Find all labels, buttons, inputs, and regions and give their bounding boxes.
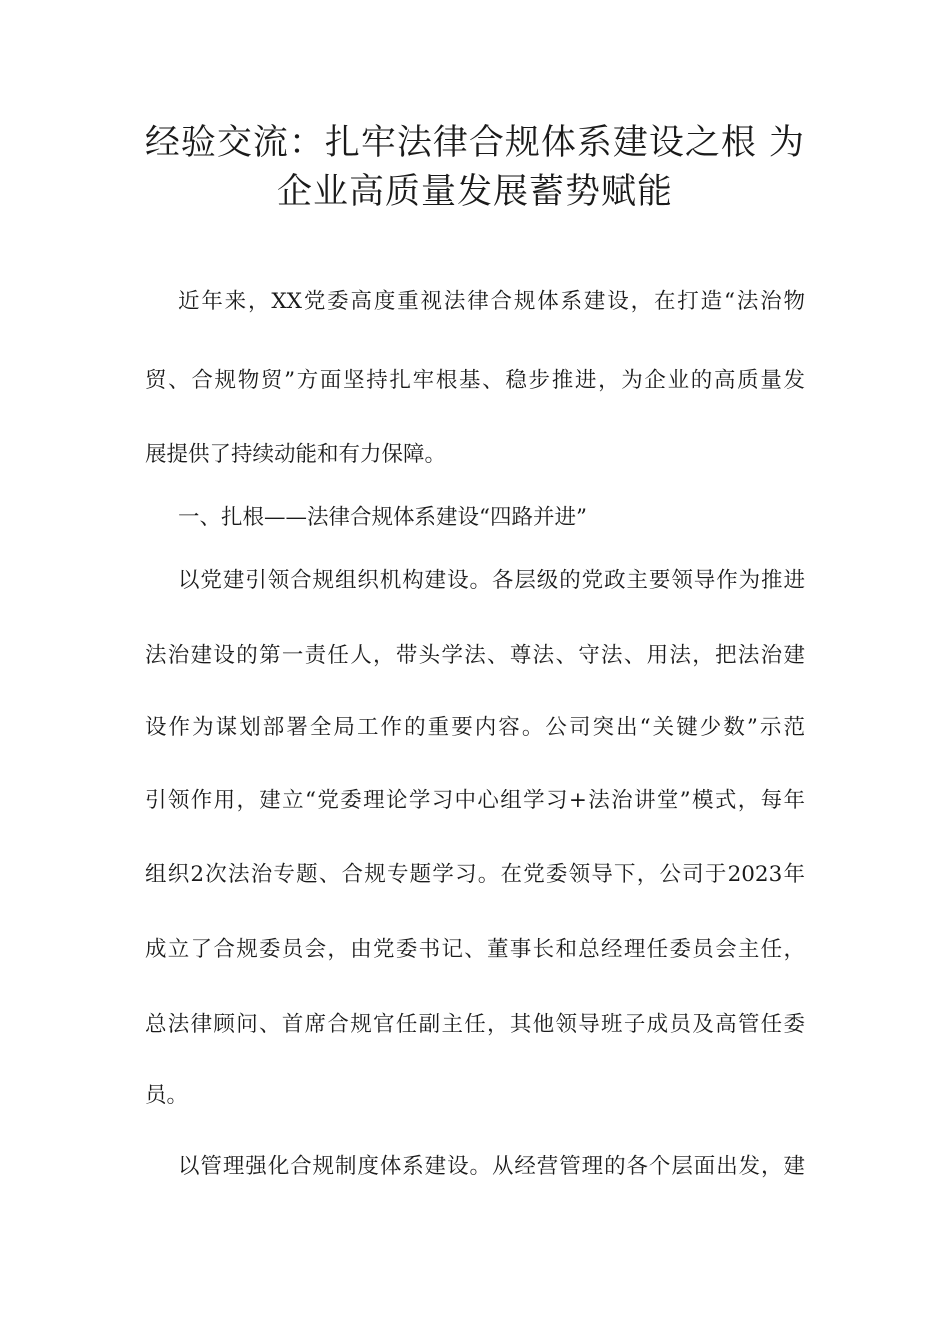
section-heading: 一、扎根——法律合规体系建设“四路并进”	[178, 505, 587, 530]
paragraph-line: 以管理强化合规制度体系建设。从经营管理的各个层面出发，建	[178, 1154, 805, 1179]
paragraph-line: 成立了合规委员会，由党委书记、董事长和总经理任委员会主任，	[145, 937, 805, 962]
paragraph-line: 组织2次法治专题、合规专题学习。在党委领导下，公司于2023年	[145, 862, 805, 887]
paragraph-line: 以党建引领合规组织机构建设。各层级的党政主要领导作为推进	[178, 568, 805, 593]
paragraph-line: 引领作用，建立“党委理论学习中心组学习+法治讲堂”模式，每年	[145, 788, 805, 813]
paragraph-line: 总法律顾问、首席合规官任副主任，其他领导班子成员及高管任委	[145, 1012, 805, 1037]
paragraph-line: 展提供了持续动能和有力保障。	[145, 442, 447, 467]
paragraph-line: 近年来，XX党委高度重视法律合规体系建设，在打造“法治物	[178, 289, 805, 314]
paragraph-line: 设作为谋划部署全局工作的重要内容。公司突出“关键少数”示范	[145, 715, 805, 740]
paragraph-line: 贸、合规物贸”方面坚持扎牢根基、稳步推进，为企业的高质量发	[145, 368, 805, 393]
paragraph-line: 员。	[145, 1083, 189, 1108]
paragraph-line: 法治建设的第一责任人，带头学法、尊法、守法、用法，把法治建	[145, 643, 805, 668]
document-title-line-2: 企业高质量发展蓄势赋能	[276, 172, 673, 212]
document-title-line-1: 经验交流：扎牢法律合规体系建设之根 为	[144, 123, 806, 163]
